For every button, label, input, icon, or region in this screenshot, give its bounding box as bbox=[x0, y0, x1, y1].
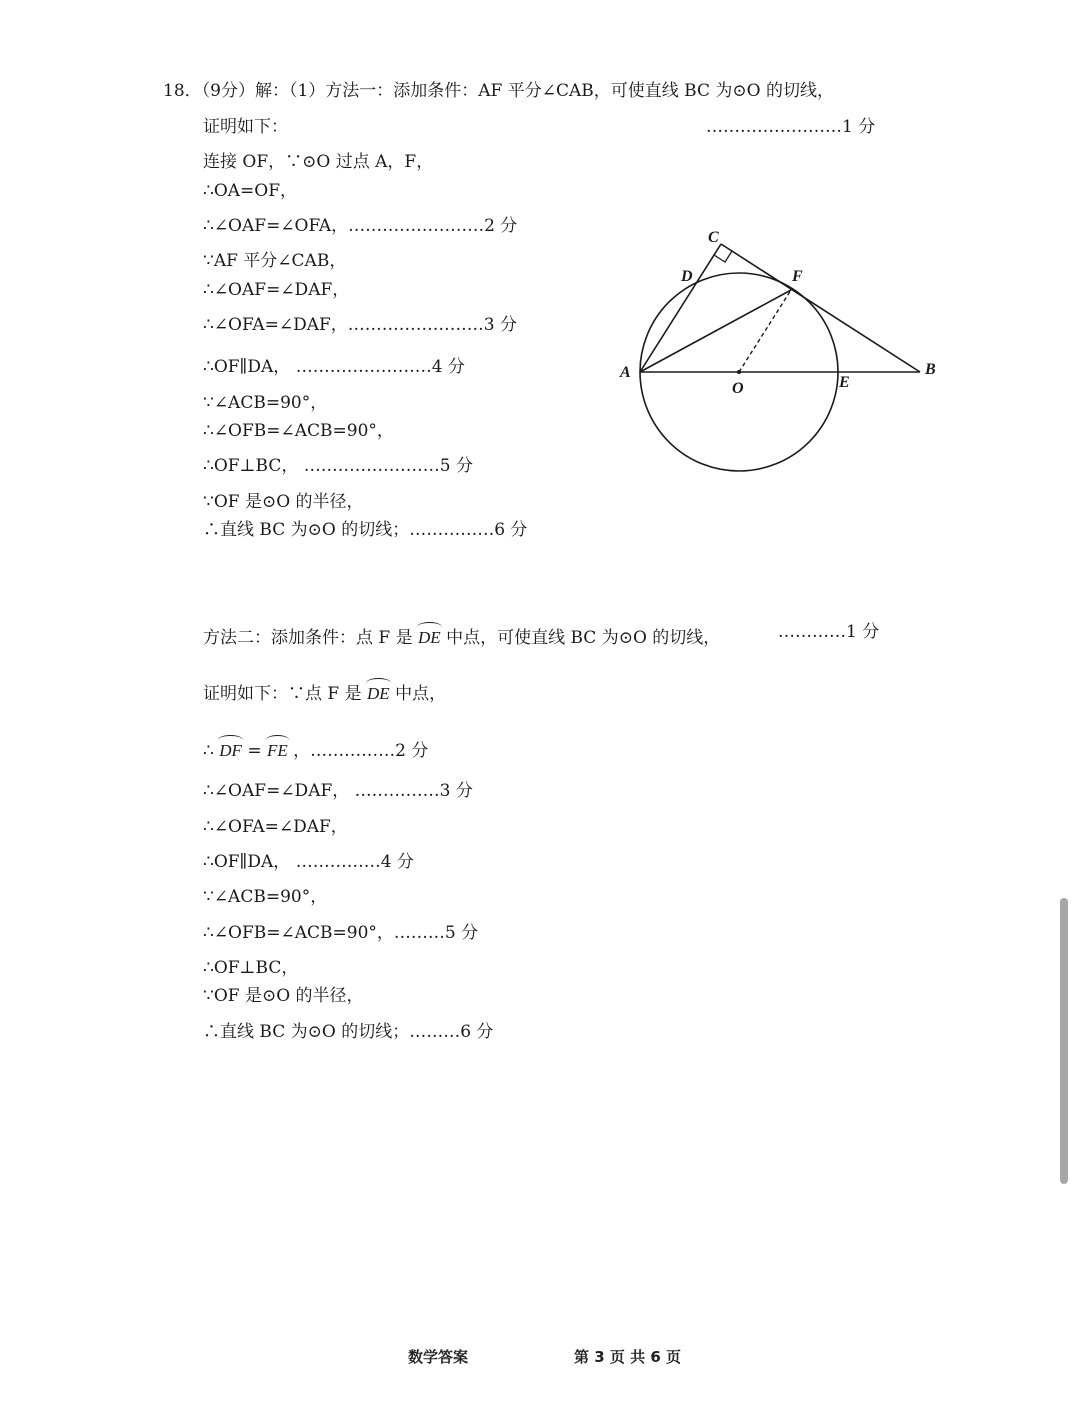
right-angle-mark bbox=[714, 251, 732, 262]
scrollbar-thumb[interactable] bbox=[1060, 898, 1068, 1184]
method2-condition-suffix: 中点，可使直线 BC 为⊙O 的切线， bbox=[446, 628, 721, 648]
geometry-figure bbox=[610, 222, 945, 477]
method2-line: ∴∠OFB=∠ACB=90°，………5 分 bbox=[203, 923, 479, 943]
method1-line: ∵AF 平分∠CAB， bbox=[203, 251, 347, 271]
method2-arc-equality bbox=[203, 734, 428, 762]
method1-line: ∴直线 BC 为⊙O 的切线；……………6 分 bbox=[203, 520, 528, 540]
segment-of-dashed bbox=[739, 290, 791, 372]
method1-line: ∴OF⊥BC， ……………………5 分 bbox=[203, 456, 473, 476]
arc-de: DE bbox=[418, 621, 441, 649]
method2-line: ∵OF 是⊙O 的半径， bbox=[203, 986, 364, 1006]
label-f: F bbox=[792, 268, 803, 285]
method1-line: ∴∠OAF=∠OFA，……………………2 分 bbox=[203, 216, 518, 236]
arc-de-2: DE bbox=[367, 677, 390, 705]
method1-line: ∵OF 是⊙O 的半径， bbox=[203, 492, 364, 512]
method1-line: ∴∠OFA=∠DAF，……………………3 分 bbox=[203, 315, 518, 335]
problem-header: 18．（9分）解：（1）方法一：添加条件：AF 平分∠CAB，可使直线 BC 为⊙O 的切线， bbox=[163, 81, 834, 101]
method1-line: ∴∠OAF=∠DAF， bbox=[203, 280, 350, 300]
label-d: D bbox=[681, 268, 693, 285]
arc-df: DF bbox=[219, 734, 242, 762]
method2-proof-suffix: 中点， bbox=[395, 684, 447, 704]
footer-page-info: 第 3 页 共 6 页 bbox=[574, 1348, 681, 1366]
equals-sign: = bbox=[247, 741, 262, 761]
label-c: C bbox=[708, 229, 719, 246]
method2-condition-prefix: 方法二：添加条件：点 F 是 bbox=[203, 628, 413, 648]
method2-proof-intro bbox=[203, 677, 446, 705]
method1-line: ∴∠OFB=∠ACB=90°， bbox=[203, 421, 394, 441]
method1-line: ∵∠ACB=90°， bbox=[203, 393, 328, 413]
therefore-symbol: ∴ bbox=[203, 741, 214, 761]
arc-line-score: ，……………2 分 bbox=[293, 741, 429, 761]
method1-line: ∴OA=OF， bbox=[203, 181, 298, 201]
segment-ac bbox=[640, 244, 721, 372]
method2-line: ∴∠OFA=∠DAF， bbox=[203, 817, 348, 837]
proof-intro-score: ……………………1 分 bbox=[706, 117, 876, 137]
method2-proof-prefix: 证明如下：∵点 F 是 bbox=[203, 684, 362, 704]
label-a: A bbox=[620, 364, 631, 381]
label-e: E bbox=[839, 374, 850, 391]
method2-line: ∴OF⊥BC， bbox=[203, 958, 299, 978]
method2-line: ∴直线 BC 为⊙O 的切线；………6 分 bbox=[203, 1022, 494, 1042]
method2-line: ∴OF∥DA， ……………4 分 bbox=[203, 852, 414, 872]
proof-intro: 证明如下： bbox=[203, 117, 288, 137]
footer-subject: 数学答案 bbox=[408, 1348, 469, 1366]
method1-line: ∴OF∥DA， ……………………4 分 bbox=[203, 357, 465, 377]
method2-condition-score: …………1 分 bbox=[778, 622, 880, 642]
method2-condition bbox=[203, 621, 720, 649]
method1-line: 连接 OF，∵⊙O 过点 A，F， bbox=[203, 152, 434, 172]
label-o: O bbox=[732, 380, 744, 397]
method2-line: ∵∠ACB=90°， bbox=[203, 887, 328, 907]
center-point bbox=[737, 370, 741, 374]
method2-line: ∴∠OAF=∠DAF， ……………3 分 bbox=[203, 781, 473, 801]
arc-fe: FE bbox=[267, 734, 288, 762]
label-b: B bbox=[925, 361, 936, 378]
segment-af bbox=[640, 290, 791, 372]
